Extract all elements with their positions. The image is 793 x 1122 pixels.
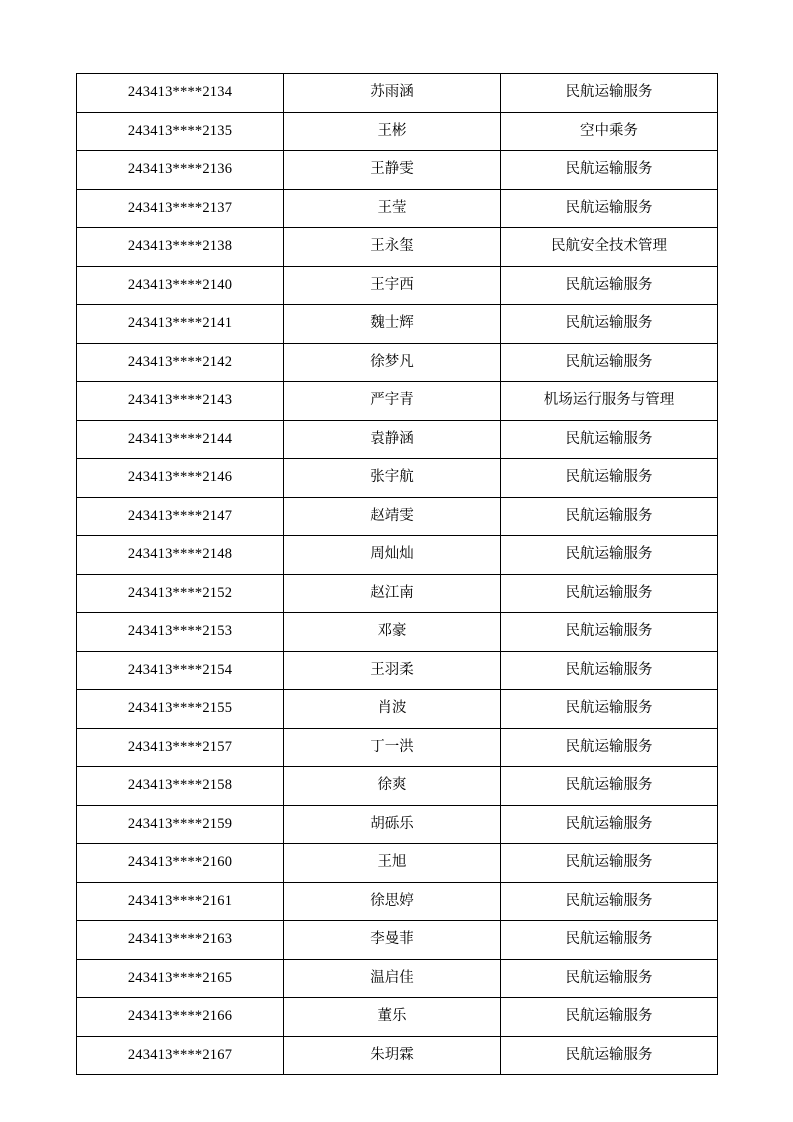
table-row [77,382,718,421]
table-row [77,613,718,652]
cell-candidate-id: 243413****2155 [77,690,284,729]
cell-candidate-id: 243413****2134 [77,74,284,113]
table-row [77,690,718,729]
cell-candidate-id: 243413****2146 [77,459,284,498]
cell-candidate-id: 243413****2144 [77,420,284,459]
cell-candidate-id: 243413****2138 [77,228,284,267]
table-row [77,228,718,267]
table-body [77,74,718,1075]
cell-candidate-id: 243413****2136 [77,151,284,190]
table-row [77,574,718,613]
cell-candidate-name: 赵江南 [284,574,501,613]
cell-major: 民航运输服务 [501,266,718,305]
cell-candidate-id: 243413****2163 [77,921,284,960]
table-row [77,844,718,883]
table-row [77,497,718,536]
cell-candidate-name: 温启佳 [284,959,501,998]
cell-candidate-name: 李曼菲 [284,921,501,960]
cell-major: 民航运输服务 [501,420,718,459]
cell-candidate-id: 243413****2160 [77,844,284,883]
cell-major: 民航运输服务 [501,921,718,960]
cell-candidate-id: 243413****2153 [77,613,284,652]
cell-major: 民航运输服务 [501,536,718,575]
cell-major: 民航运输服务 [501,959,718,998]
cell-candidate-name: 丁一洪 [284,728,501,767]
cell-major: 空中乘务 [501,112,718,151]
cell-major: 民航运输服务 [501,651,718,690]
table-row [77,998,718,1037]
table-row [77,921,718,960]
cell-major: 民航运输服务 [501,882,718,921]
table-row [77,305,718,344]
table-row [77,651,718,690]
table-row [77,151,718,190]
table-row [77,767,718,806]
cell-major: 民航运输服务 [501,74,718,113]
cell-candidate-name: 赵靖雯 [284,497,501,536]
table-row [77,266,718,305]
cell-candidate-name: 胡砾乐 [284,805,501,844]
cell-candidate-id: 243413****2143 [77,382,284,421]
cell-candidate-id: 243413****2154 [77,651,284,690]
cell-major: 民航运输服务 [501,690,718,729]
cell-candidate-id: 243413****2165 [77,959,284,998]
table-row [77,74,718,113]
cell-major: 民航运输服务 [501,844,718,883]
cell-candidate-name: 王莹 [284,189,501,228]
table-row [77,112,718,151]
cell-major: 民航运输服务 [501,343,718,382]
cell-candidate-name: 严宇青 [284,382,501,421]
cell-candidate-id: 243413****2157 [77,728,284,767]
cell-candidate-id: 243413****2142 [77,343,284,382]
cell-major: 民航运输服务 [501,805,718,844]
cell-major: 民航运输服务 [501,613,718,652]
table-row [77,728,718,767]
cell-candidate-id: 243413****2167 [77,1036,284,1075]
cell-major: 民航运输服务 [501,151,718,190]
cell-candidate-id: 243413****2161 [77,882,284,921]
table-row [77,420,718,459]
cell-candidate-id: 243413****2141 [77,305,284,344]
cell-candidate-name: 徐思婷 [284,882,501,921]
cell-candidate-name: 周灿灿 [284,536,501,575]
cell-candidate-id: 243413****2152 [77,574,284,613]
cell-candidate-id: 243413****2140 [77,266,284,305]
table-row [77,959,718,998]
cell-candidate-name: 袁静涵 [284,420,501,459]
table-row [77,459,718,498]
table-row [77,882,718,921]
cell-candidate-name: 王永玺 [284,228,501,267]
cell-major: 民航运输服务 [501,459,718,498]
cell-major: 民航安全技术管理 [501,228,718,267]
cell-candidate-id: 243413****2159 [77,805,284,844]
cell-candidate-name: 王彬 [284,112,501,151]
cell-candidate-id: 243413****2166 [77,998,284,1037]
cell-candidate-name: 邓豪 [284,613,501,652]
cell-candidate-name: 董乐 [284,998,501,1037]
cell-candidate-name: 王静雯 [284,151,501,190]
cell-candidate-id: 243413****2137 [77,189,284,228]
cell-candidate-id: 243413****2148 [77,536,284,575]
cell-major: 民航运输服务 [501,497,718,536]
cell-candidate-name: 王旭 [284,844,501,883]
cell-candidate-name: 苏雨涵 [284,74,501,113]
cell-major: 民航运输服务 [501,1036,718,1075]
cell-candidate-name: 徐梦凡 [284,343,501,382]
cell-major: 民航运输服务 [501,728,718,767]
cell-candidate-name: 肖波 [284,690,501,729]
cell-candidate-id: 243413****2147 [77,497,284,536]
table-row [77,189,718,228]
cell-major: 民航运输服务 [501,189,718,228]
cell-candidate-name: 张宇航 [284,459,501,498]
table-row [77,805,718,844]
cell-candidate-name: 王宇西 [284,266,501,305]
table-row [77,343,718,382]
cell-candidate-name: 徐爽 [284,767,501,806]
cell-major: 民航运输服务 [501,305,718,344]
candidate-roster-table [76,73,718,1075]
cell-candidate-id: 243413****2135 [77,112,284,151]
cell-major: 民航运输服务 [501,767,718,806]
cell-candidate-name: 朱玥霖 [284,1036,501,1075]
cell-candidate-name: 王羽柔 [284,651,501,690]
cell-major: 民航运输服务 [501,998,718,1037]
cell-major: 机场运行服务与管理 [501,382,718,421]
table-row [77,1036,718,1075]
cell-candidate-name: 魏士辉 [284,305,501,344]
cell-major: 民航运输服务 [501,574,718,613]
cell-candidate-id: 243413****2158 [77,767,284,806]
table-row [77,536,718,575]
